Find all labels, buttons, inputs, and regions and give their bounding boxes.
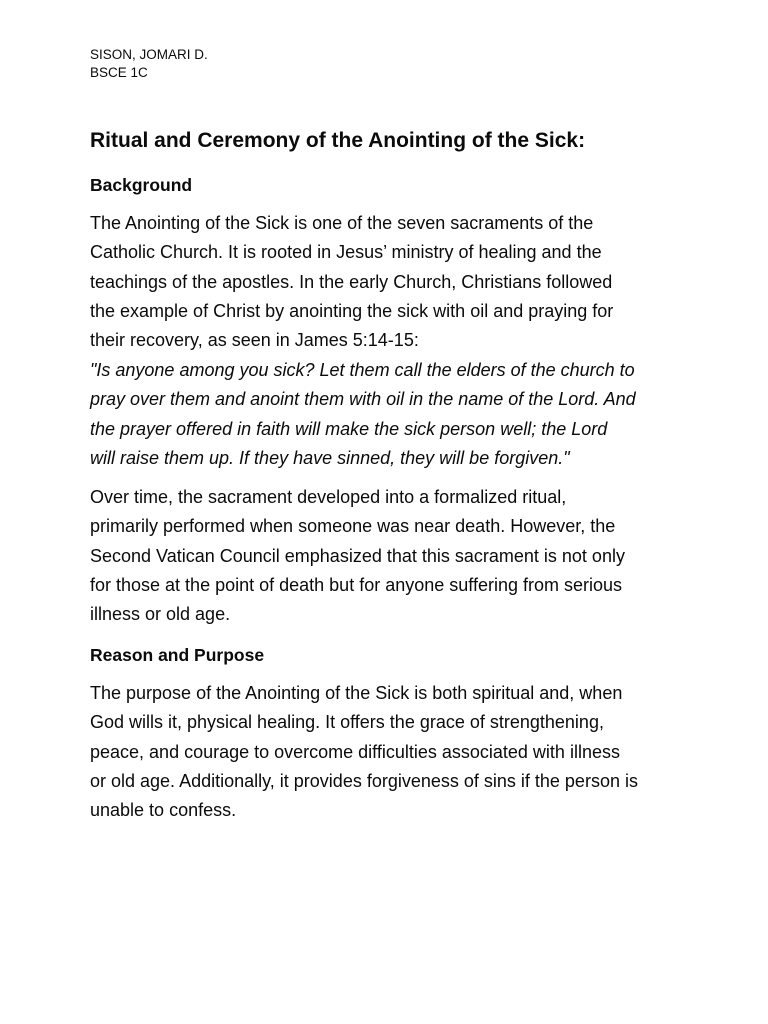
scripture-quote (90, 356, 690, 473)
purpose-paragraph (90, 679, 690, 825)
paragraph-line: their recovery, as seen in James 5:14-15: (90, 330, 419, 351)
paragraph-line: the example of Christ by anointing the sick with oil and praying for (90, 300, 614, 321)
quote-line: the prayer offered in faith will make the sick person well; the Lord (90, 418, 608, 439)
history-paragraph (90, 483, 690, 629)
quote-line: "Is anyone among you sick? Let them call the elders of the church to (90, 360, 635, 380)
paragraph-line: primarily performed when someone was near death. However, the (90, 516, 616, 537)
paragraph-line: unable to confess. (90, 800, 237, 821)
paragraph-line: The purpose of the Anointing of the Sick is both spiritual and, when (90, 683, 623, 703)
document-page (90, 46, 690, 821)
paragraph-line: Over time, the sacrament developed into a formalized ritual, (90, 487, 567, 507)
section-heading-reason-purpose: Reason and Purpose (90, 645, 265, 665)
paragraph-line: or old age. Additionally, it provides forgiveness of sins if the person is (90, 770, 638, 791)
section-heading-background: Background (90, 175, 193, 195)
author-name: SISON, JOMARI D. (90, 47, 208, 62)
paragraph-line: for those at the point of death but for anyone suffering from serious (90, 574, 622, 595)
paragraph-line: The Anointing of the Sick is one of the seven sacraments of the (90, 213, 594, 233)
author-section: BSCE 1C (90, 65, 148, 80)
paragraph-line: Second Vatican Council emphasized that this sacrament is not only (90, 545, 625, 566)
quote-line: pray over them and anoint them with oil in the name of the Lord. And (90, 389, 636, 410)
paragraph-line: God wills it, physical healing. It offers the grace of strengthening, (90, 712, 604, 733)
paragraph-line: illness or old age. (90, 604, 231, 625)
paragraph-line: Catholic Church. It is rooted in Jesus’ ministry of healing and the (90, 242, 602, 263)
quote-line: will raise them up. If they have sinned, they will be forgiven." (90, 447, 570, 468)
document-title: Ritual and Ceremony of the Anointing of the Sick: (90, 129, 586, 152)
background-paragraph (90, 209, 690, 355)
paragraph-line: teachings of the apostles. In the early Church, Christians followed (90, 271, 613, 292)
paragraph-line: peace, and courage to overcome difficulties associated with illness (90, 741, 620, 762)
